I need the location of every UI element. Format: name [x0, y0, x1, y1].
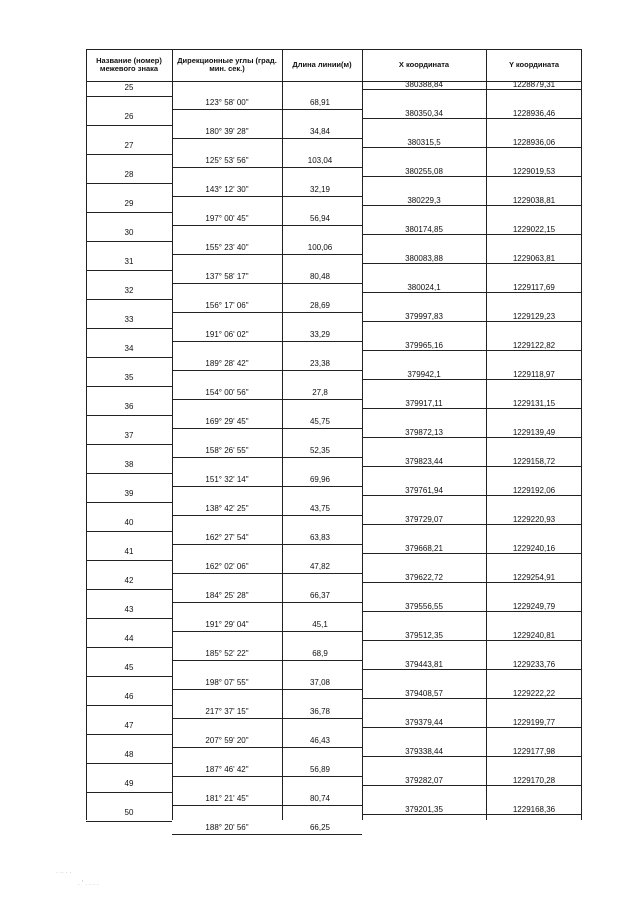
row-rule: [172, 776, 282, 777]
row-rule: [282, 254, 362, 255]
row-rule: [486, 698, 582, 699]
direction-angle: 137° 58' 17": [205, 271, 249, 281]
point-number: 31: [124, 257, 134, 266]
row-rule: [172, 689, 282, 690]
row-rule: [172, 283, 282, 284]
x-coordinate: 379443,81: [405, 660, 443, 669]
point-number: 30: [124, 228, 134, 237]
point-number: 26: [124, 112, 134, 121]
point-number: 37: [124, 431, 134, 440]
direction-angle: 154° 00' 56": [205, 387, 249, 397]
line-length: 46,43: [309, 735, 331, 745]
row-rule: [172, 109, 282, 110]
row-rule: [362, 176, 486, 177]
line-length: 45,75: [309, 416, 331, 426]
header-angle: Дирекционные углы (град. мин. сек.): [177, 55, 277, 73]
row-rule: [486, 292, 582, 293]
y-coordinate: 1229222,22: [512, 689, 556, 698]
y-coordinate: 1229122,82: [512, 341, 556, 350]
x-coordinate: 380315,5: [407, 138, 441, 147]
row-rule: [282, 660, 362, 661]
row-rule: [486, 640, 582, 641]
row-rule: [282, 457, 362, 458]
coordinates-table: [86, 49, 584, 832]
y-coordinate: 1229022,15: [512, 225, 556, 234]
row-rule: [282, 573, 362, 574]
row-rule: [362, 553, 486, 554]
y-coordinate: 1229158,72: [512, 457, 556, 466]
line-length: 45,1: [312, 619, 328, 629]
y-coordinate: 1228879,31: [512, 80, 556, 89]
line-length: 43,75: [309, 503, 331, 513]
y-coordinate: 1229019,53: [512, 167, 556, 176]
line-length: 68,9: [312, 648, 328, 658]
line-length: 52,35: [309, 445, 331, 455]
y-coordinate: 1229254,91: [512, 573, 556, 582]
direction-angle: 217° 37' 15": [205, 706, 249, 716]
row-rule: [86, 241, 172, 242]
line-length: 66,25: [309, 822, 331, 832]
x-coordinate: 380229,3: [407, 196, 441, 205]
point-number: 48: [124, 750, 134, 759]
row-rule: [362, 292, 486, 293]
row-rule: [362, 234, 486, 235]
row-rule: [172, 196, 282, 197]
row-rule: [362, 698, 486, 699]
line-length: 36,78: [309, 706, 331, 716]
row-rule: [86, 415, 172, 416]
row-rule: [86, 357, 172, 358]
row-rule: [486, 553, 582, 554]
row-rule: [86, 444, 172, 445]
row-rule: [172, 631, 282, 632]
x-coordinate: 380083,88: [405, 254, 443, 263]
row-rule: [486, 263, 582, 264]
row-rule: [172, 718, 282, 719]
direction-angle: 155° 23' 40": [205, 242, 249, 252]
x-coordinate: 379997,83: [405, 312, 443, 321]
direction-angle: 207° 59' 20": [205, 735, 249, 745]
y-coordinate: 1228936,46: [512, 109, 556, 118]
line-length: 80,74: [309, 793, 331, 803]
row-rule: [486, 582, 582, 583]
point-number: 44: [124, 634, 134, 643]
row-rule: [86, 473, 172, 474]
y-coordinate: 1229192,06: [512, 486, 556, 495]
row-rule: [282, 602, 362, 603]
row-rule: [86, 560, 172, 561]
line-length: 37,08: [309, 677, 331, 687]
x-coordinate: 379872,13: [405, 428, 443, 437]
row-rule: [362, 669, 486, 670]
row-rule: [362, 611, 486, 612]
row-rule: [282, 283, 362, 284]
row-rule: [362, 147, 486, 148]
row-rule: [86, 734, 172, 735]
line-length: 66,37: [309, 590, 331, 600]
row-rule: [172, 225, 282, 226]
row-rule: [282, 689, 362, 690]
direction-angle: 191° 29' 04": [205, 619, 249, 629]
row-rule: [282, 370, 362, 371]
y-coordinate: 1229038,81: [512, 196, 556, 205]
row-rule: [172, 370, 282, 371]
x-coordinate: 380388,84: [405, 80, 443, 89]
row-rule: [282, 341, 362, 342]
row-rule: [86, 270, 172, 271]
point-number: 33: [124, 315, 134, 324]
row-rule: [282, 167, 362, 168]
x-coordinate: 379408,57: [405, 689, 443, 698]
x-coordinate: 379668,21: [405, 544, 443, 553]
line-length: 56,89: [309, 764, 331, 774]
row-rule: [172, 486, 282, 487]
line-length: 100,06: [307, 242, 333, 252]
x-coordinate: 380024,1: [407, 283, 441, 292]
row-rule: [486, 756, 582, 757]
row-rule: [486, 669, 582, 670]
row-rule: [282, 805, 362, 806]
point-number: 36: [124, 402, 134, 411]
direction-angle: 162° 27' 54": [205, 532, 249, 542]
row-rule: [86, 821, 172, 822]
line-length: 32,19: [309, 184, 331, 194]
row-rule: [282, 747, 362, 748]
point-number: 27: [124, 141, 134, 150]
row-rule: [172, 457, 282, 458]
row-rule: [172, 341, 282, 342]
row-rule: [86, 705, 172, 706]
direction-angle: 158° 26' 55": [205, 445, 249, 455]
row-rule: [86, 502, 172, 503]
row-rule: [486, 89, 582, 90]
row-rule: [486, 785, 582, 786]
row-rule: [486, 234, 582, 235]
x-coordinate: 380174,85: [405, 225, 443, 234]
row-rule: [362, 756, 486, 757]
row-rule: [362, 379, 486, 380]
row-rule: [362, 350, 486, 351]
row-rule: [86, 589, 172, 590]
direction-angle: 185° 52' 22": [205, 648, 249, 658]
y-coordinate: 1229170,28: [512, 776, 556, 785]
row-rule: [282, 544, 362, 545]
scan-noise: . ' . . . .: [78, 880, 99, 887]
direction-angle: 123° 58' 00": [205, 97, 249, 107]
row-rule: [86, 618, 172, 619]
row-rule: [172, 660, 282, 661]
y-coordinate: 1229063,81: [512, 254, 556, 263]
point-number: 50: [124, 808, 134, 817]
y-coordinate: 1229139,49: [512, 428, 556, 437]
row-rule: [282, 515, 362, 516]
row-rule: [172, 312, 282, 313]
row-rule: [282, 776, 362, 777]
row-rule: [362, 466, 486, 467]
row-rule: [362, 524, 486, 525]
point-number: 47: [124, 721, 134, 730]
y-coordinate: 1229177,98: [512, 747, 556, 756]
header-length: Длина линии(м): [292, 59, 352, 69]
row-rule: [486, 437, 582, 438]
x-coordinate: 379823,44: [405, 457, 443, 466]
header-y: Y координата: [508, 59, 560, 69]
row-rule: [486, 727, 582, 728]
row-rule: [86, 212, 172, 213]
line-length: 47,82: [309, 561, 331, 571]
row-rule: [362, 727, 486, 728]
point-number: 29: [124, 199, 134, 208]
row-rule: [362, 89, 486, 90]
row-rule: [486, 466, 582, 467]
row-rule: [172, 428, 282, 429]
direction-angle: 180° 39' 28": [205, 126, 249, 136]
x-coordinate: 379942,1: [407, 370, 441, 379]
point-number: 28: [124, 170, 134, 179]
row-rule: [86, 328, 172, 329]
y-coordinate: 1229118,97: [513, 370, 555, 379]
row-rule: [86, 763, 172, 764]
y-coordinate: 1229168,36: [512, 805, 556, 814]
point-number: 45: [124, 663, 134, 672]
line-length: 69,96: [309, 474, 331, 484]
row-rule: [362, 785, 486, 786]
y-coordinate: 1229240,16: [512, 544, 556, 553]
row-rule: [486, 814, 582, 815]
row-rule: [362, 205, 486, 206]
row-rule: [282, 631, 362, 632]
line-length: 56,94: [309, 213, 331, 223]
row-rule: [282, 225, 362, 226]
row-rule: [362, 118, 486, 119]
line-length: 80,48: [309, 271, 331, 281]
row-rule: [86, 647, 172, 648]
direction-angle: 188° 20' 56": [205, 822, 249, 832]
row-rule: [486, 321, 582, 322]
row-rule: [86, 154, 172, 155]
x-coordinate: 379201,35: [405, 805, 443, 814]
row-rule: [362, 408, 486, 409]
y-coordinate: 1229199,77: [512, 718, 556, 727]
direction-angle: 181° 21' 45": [205, 793, 249, 803]
row-rule: [362, 495, 486, 496]
x-coordinate: 379282,07: [405, 776, 443, 785]
point-number: 25: [124, 83, 134, 92]
row-rule: [282, 718, 362, 719]
y-coordinate: 1229240,81: [512, 631, 556, 640]
y-coordinate: 1229249,79: [512, 602, 556, 611]
point-number: 34: [124, 344, 134, 353]
direction-angle: 169° 29' 45": [205, 416, 249, 426]
row-rule: [172, 602, 282, 603]
row-rule: [362, 263, 486, 264]
direction-angle: 162° 02' 06": [205, 561, 249, 571]
row-rule: [86, 676, 172, 677]
point-number: 46: [124, 692, 134, 701]
row-rule: [172, 573, 282, 574]
line-length: 27,8: [312, 387, 328, 397]
row-rule: [172, 747, 282, 748]
direction-angle: 191° 06' 02": [205, 329, 249, 339]
x-coordinate: 380255,08: [405, 167, 443, 176]
point-number: 41: [124, 547, 134, 556]
x-coordinate: 379379,44: [405, 718, 443, 727]
line-length: 63,83: [309, 532, 331, 542]
line-length: 23,38: [309, 358, 331, 368]
row-rule: [282, 109, 362, 110]
x-coordinate: 379729,07: [405, 515, 443, 524]
y-coordinate: 1229131,15: [512, 399, 556, 408]
y-coordinate: 1229117,69: [513, 283, 555, 292]
row-rule: [282, 196, 362, 197]
row-rule: [86, 96, 172, 97]
direction-angle: 187° 46' 42": [205, 764, 249, 774]
row-rule: [86, 792, 172, 793]
row-rule: [172, 138, 282, 139]
direction-angle: 151° 32' 14": [205, 474, 249, 484]
row-rule: [282, 138, 362, 139]
direction-angle: 143° 12' 30": [205, 184, 249, 194]
row-rule: [486, 118, 582, 119]
row-rule: [282, 834, 362, 835]
row-rule: [282, 312, 362, 313]
row-rule: [86, 531, 172, 532]
row-rule: [362, 640, 486, 641]
direction-angle: 198° 07' 55": [205, 677, 249, 687]
header-name: Название (номер) межевого знака: [96, 55, 162, 73]
row-rule: [486, 350, 582, 351]
row-rule: [86, 125, 172, 126]
x-coordinate: 379761,94: [405, 486, 443, 495]
x-coordinate: 379556,55: [405, 602, 443, 611]
line-length: 68,91: [309, 97, 331, 107]
line-length: 33,29: [309, 329, 331, 339]
row-rule: [486, 379, 582, 380]
x-coordinate: 379917,11: [405, 399, 443, 408]
row-rule: [282, 399, 362, 400]
x-coordinate: 379965,16: [405, 341, 443, 350]
direction-angle: 197° 00' 45": [205, 213, 249, 223]
row-rule: [86, 386, 172, 387]
row-rule: [486, 408, 582, 409]
line-length: 28,69: [309, 300, 331, 310]
line-length: 103,04: [307, 155, 333, 165]
row-rule: [486, 524, 582, 525]
row-rule: [172, 544, 282, 545]
direction-angle: 184° 25' 28": [205, 590, 249, 600]
row-rule: [172, 399, 282, 400]
row-rule: [172, 254, 282, 255]
row-rule: [362, 321, 486, 322]
y-coordinate: 1229129,23: [512, 312, 556, 321]
direction-angle: 125° 53' 56": [205, 155, 249, 165]
row-rule: [362, 582, 486, 583]
point-number: 32: [124, 286, 134, 295]
row-rule: [486, 176, 582, 177]
point-number: 43: [124, 605, 134, 614]
point-number: 40: [124, 518, 134, 527]
point-number: 35: [124, 373, 134, 382]
row-rule: [486, 205, 582, 206]
row-rule: [172, 167, 282, 168]
line-length: 34,84: [309, 126, 331, 136]
point-number: 49: [124, 779, 134, 788]
row-rule: [172, 515, 282, 516]
direction-angle: 189° 28' 42": [205, 358, 249, 368]
header-x: Х координата: [398, 59, 450, 69]
row-rule: [172, 805, 282, 806]
row-rule: [172, 834, 282, 835]
x-coordinate: 380350,34: [405, 109, 443, 118]
x-coordinate: 379512,35: [405, 631, 443, 640]
x-coordinate: 379338,44: [405, 747, 443, 756]
point-number: 39: [124, 489, 134, 498]
row-rule: [486, 495, 582, 496]
direction-angle: 156° 17' 06": [205, 300, 249, 310]
row-rule: [486, 611, 582, 612]
row-rule: [86, 299, 172, 300]
row-rule: [282, 428, 362, 429]
direction-angle: 138° 42' 25": [205, 503, 249, 513]
y-coordinate: 1229220,93: [512, 515, 556, 524]
point-number: 42: [124, 576, 134, 585]
point-number: 38: [124, 460, 134, 469]
x-coordinate: 379622,72: [405, 573, 443, 582]
row-rule: [486, 147, 582, 148]
row-rule: [362, 814, 486, 815]
scan-noise: . .. . .: [56, 868, 72, 875]
y-coordinate: 1229233,76: [512, 660, 556, 669]
row-rule: [362, 437, 486, 438]
row-rule: [86, 183, 172, 184]
row-rule: [282, 486, 362, 487]
y-coordinate: 1228936,06: [512, 138, 556, 147]
